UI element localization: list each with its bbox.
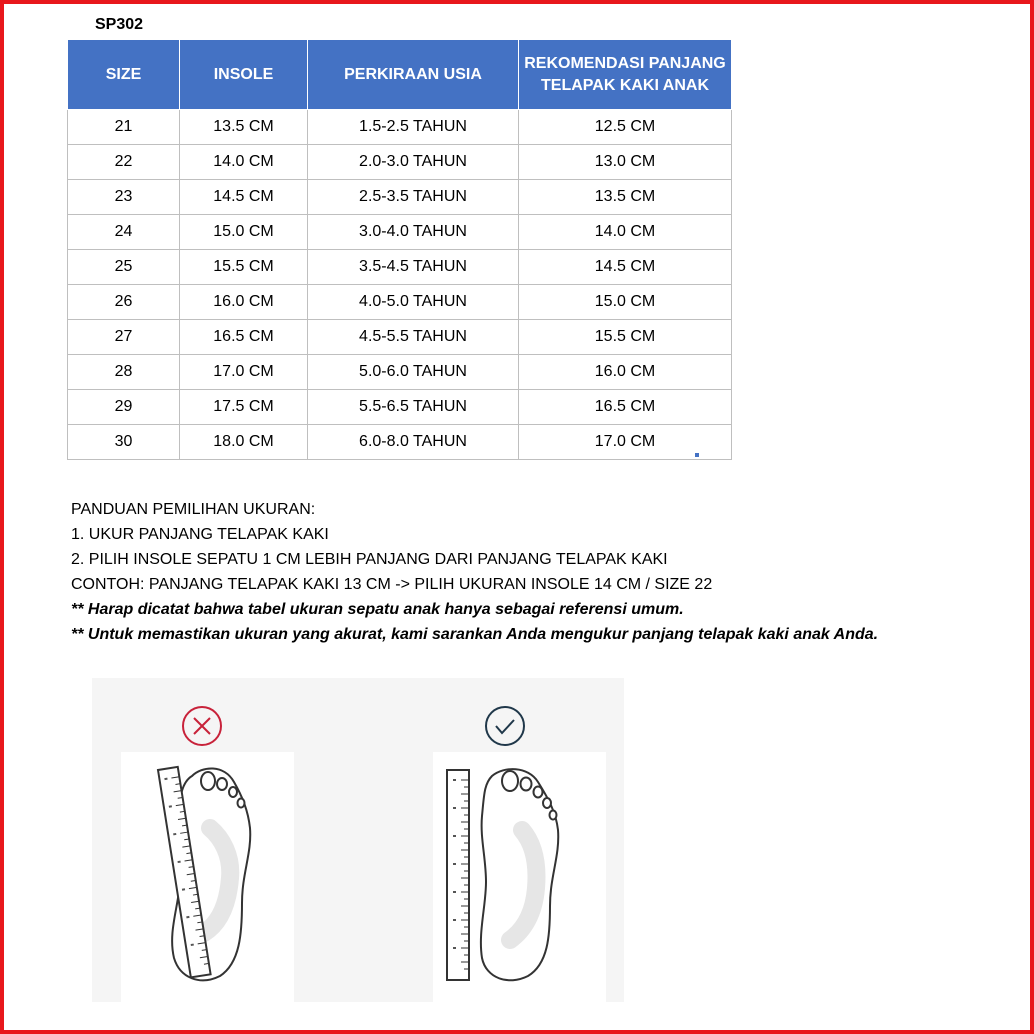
measurement-illustration <box>92 678 624 1002</box>
foot-correct-placement <box>481 769 558 980</box>
cell-insole: 16.0 CM <box>180 285 308 320</box>
cell-foot-length: 17.0 CM <box>519 425 732 460</box>
cell-size: 25 <box>68 250 180 285</box>
cell-age: 4.5-5.5 TAHUN <box>308 320 519 355</box>
cell-age: 2.0-3.0 TAHUN <box>308 145 519 180</box>
guide-note-1: ** Harap dicatat bahwa tabel ukuran sepatu anak hanya sebagai referensi umum. <box>71 601 684 618</box>
size-chart-table <box>67 39 732 460</box>
cell-size: 28 <box>68 355 180 390</box>
table-row <box>68 215 732 250</box>
cell-age: 5.0-6.0 TAHUN <box>308 355 519 390</box>
table-resize-handle <box>695 453 699 457</box>
table-row <box>68 145 732 180</box>
x-circle-icon <box>183 707 221 745</box>
product-code: SP302 <box>95 16 144 33</box>
cell-size: 27 <box>68 320 180 355</box>
size-guide <box>71 497 878 647</box>
guide-title: PANDUAN PEMILIHAN UKURAN: <box>71 501 316 518</box>
guide-note-2: ** Untuk memastikan ukuran yang akurat, kami sarankan Anda mengukur panjang telapak kaki anak Anda. <box>71 626 879 643</box>
cell-age: 2.5-3.5 TAHUN <box>308 180 519 215</box>
cell-insole: 14.0 CM <box>180 145 308 180</box>
cell-size: 24 <box>68 215 180 250</box>
cell-size: 26 <box>68 285 180 320</box>
cell-age: 3.5-4.5 TAHUN <box>308 250 519 285</box>
cell-size: 21 <box>68 110 180 145</box>
guide-example: CONTOH: PANJANG TELAPAK KAKI 13 CM -> PILIH UKURAN INSOLE 14 CM / SIZE 22 <box>71 576 713 593</box>
table-row <box>68 110 732 145</box>
cell-insole: 15.0 CM <box>180 215 308 250</box>
cell-foot-length: 13.5 CM <box>519 180 732 215</box>
cell-insole: 15.5 CM <box>180 250 308 285</box>
table-header-row <box>68 40 732 110</box>
cell-foot-length: 14.0 CM <box>519 215 732 250</box>
cell-age: 5.5-6.5 TAHUN <box>308 390 519 425</box>
cell-age: 4.0-5.0 TAHUN <box>308 285 519 320</box>
cell-insole: 14.5 CM <box>180 180 308 215</box>
cell-insole: 16.5 CM <box>180 320 308 355</box>
cell-foot-length: 16.0 CM <box>519 355 732 390</box>
table-row <box>68 425 732 460</box>
cell-insole: 13.5 CM <box>180 110 308 145</box>
cell-size: 30 <box>68 425 180 460</box>
cell-age: 6.0-8.0 TAHUN <box>308 425 519 460</box>
cell-foot-length: 12.5 CM <box>519 110 732 145</box>
cell-size: 22 <box>68 145 180 180</box>
header-insole: INSOLE <box>180 40 308 110</box>
cell-insole: 17.0 CM <box>180 355 308 390</box>
header-size: SIZE <box>68 40 180 110</box>
table-row <box>68 180 732 215</box>
cell-foot-length: 15.0 CM <box>519 285 732 320</box>
guide-step-1: 1. UKUR PANJANG TELAPAK KAKI <box>71 526 329 543</box>
cell-insole: 18.0 CM <box>180 425 308 460</box>
guide-step-2: 2. PILIH INSOLE SEPATU 1 CM LEBIH PANJANG DARI PANJANG TELAPAK KAKI <box>71 551 668 568</box>
table-row <box>68 355 732 390</box>
cell-foot-length: 14.5 CM <box>519 250 732 285</box>
header-recommended-foot-length: REKOMENDASI PANJANG TELAPAK KAKI ANAK <box>519 40 732 110</box>
header-estimated-age: PERKIRAAN USIA <box>308 40 519 110</box>
cell-size: 29 <box>68 390 180 425</box>
table-row <box>68 285 732 320</box>
check-circle-icon <box>486 707 524 745</box>
table-row <box>68 320 732 355</box>
table-row <box>68 390 732 425</box>
ruler-correct <box>447 770 469 980</box>
cell-foot-length: 15.5 CM <box>519 320 732 355</box>
cell-insole: 17.5 CM <box>180 390 308 425</box>
cell-age: 1.5-2.5 TAHUN <box>308 110 519 145</box>
cell-age: 3.0-4.0 TAHUN <box>308 215 519 250</box>
cell-size: 23 <box>68 180 180 215</box>
cell-foot-length: 16.5 CM <box>519 390 732 425</box>
table-row <box>68 250 732 285</box>
cell-foot-length: 13.0 CM <box>519 145 732 180</box>
